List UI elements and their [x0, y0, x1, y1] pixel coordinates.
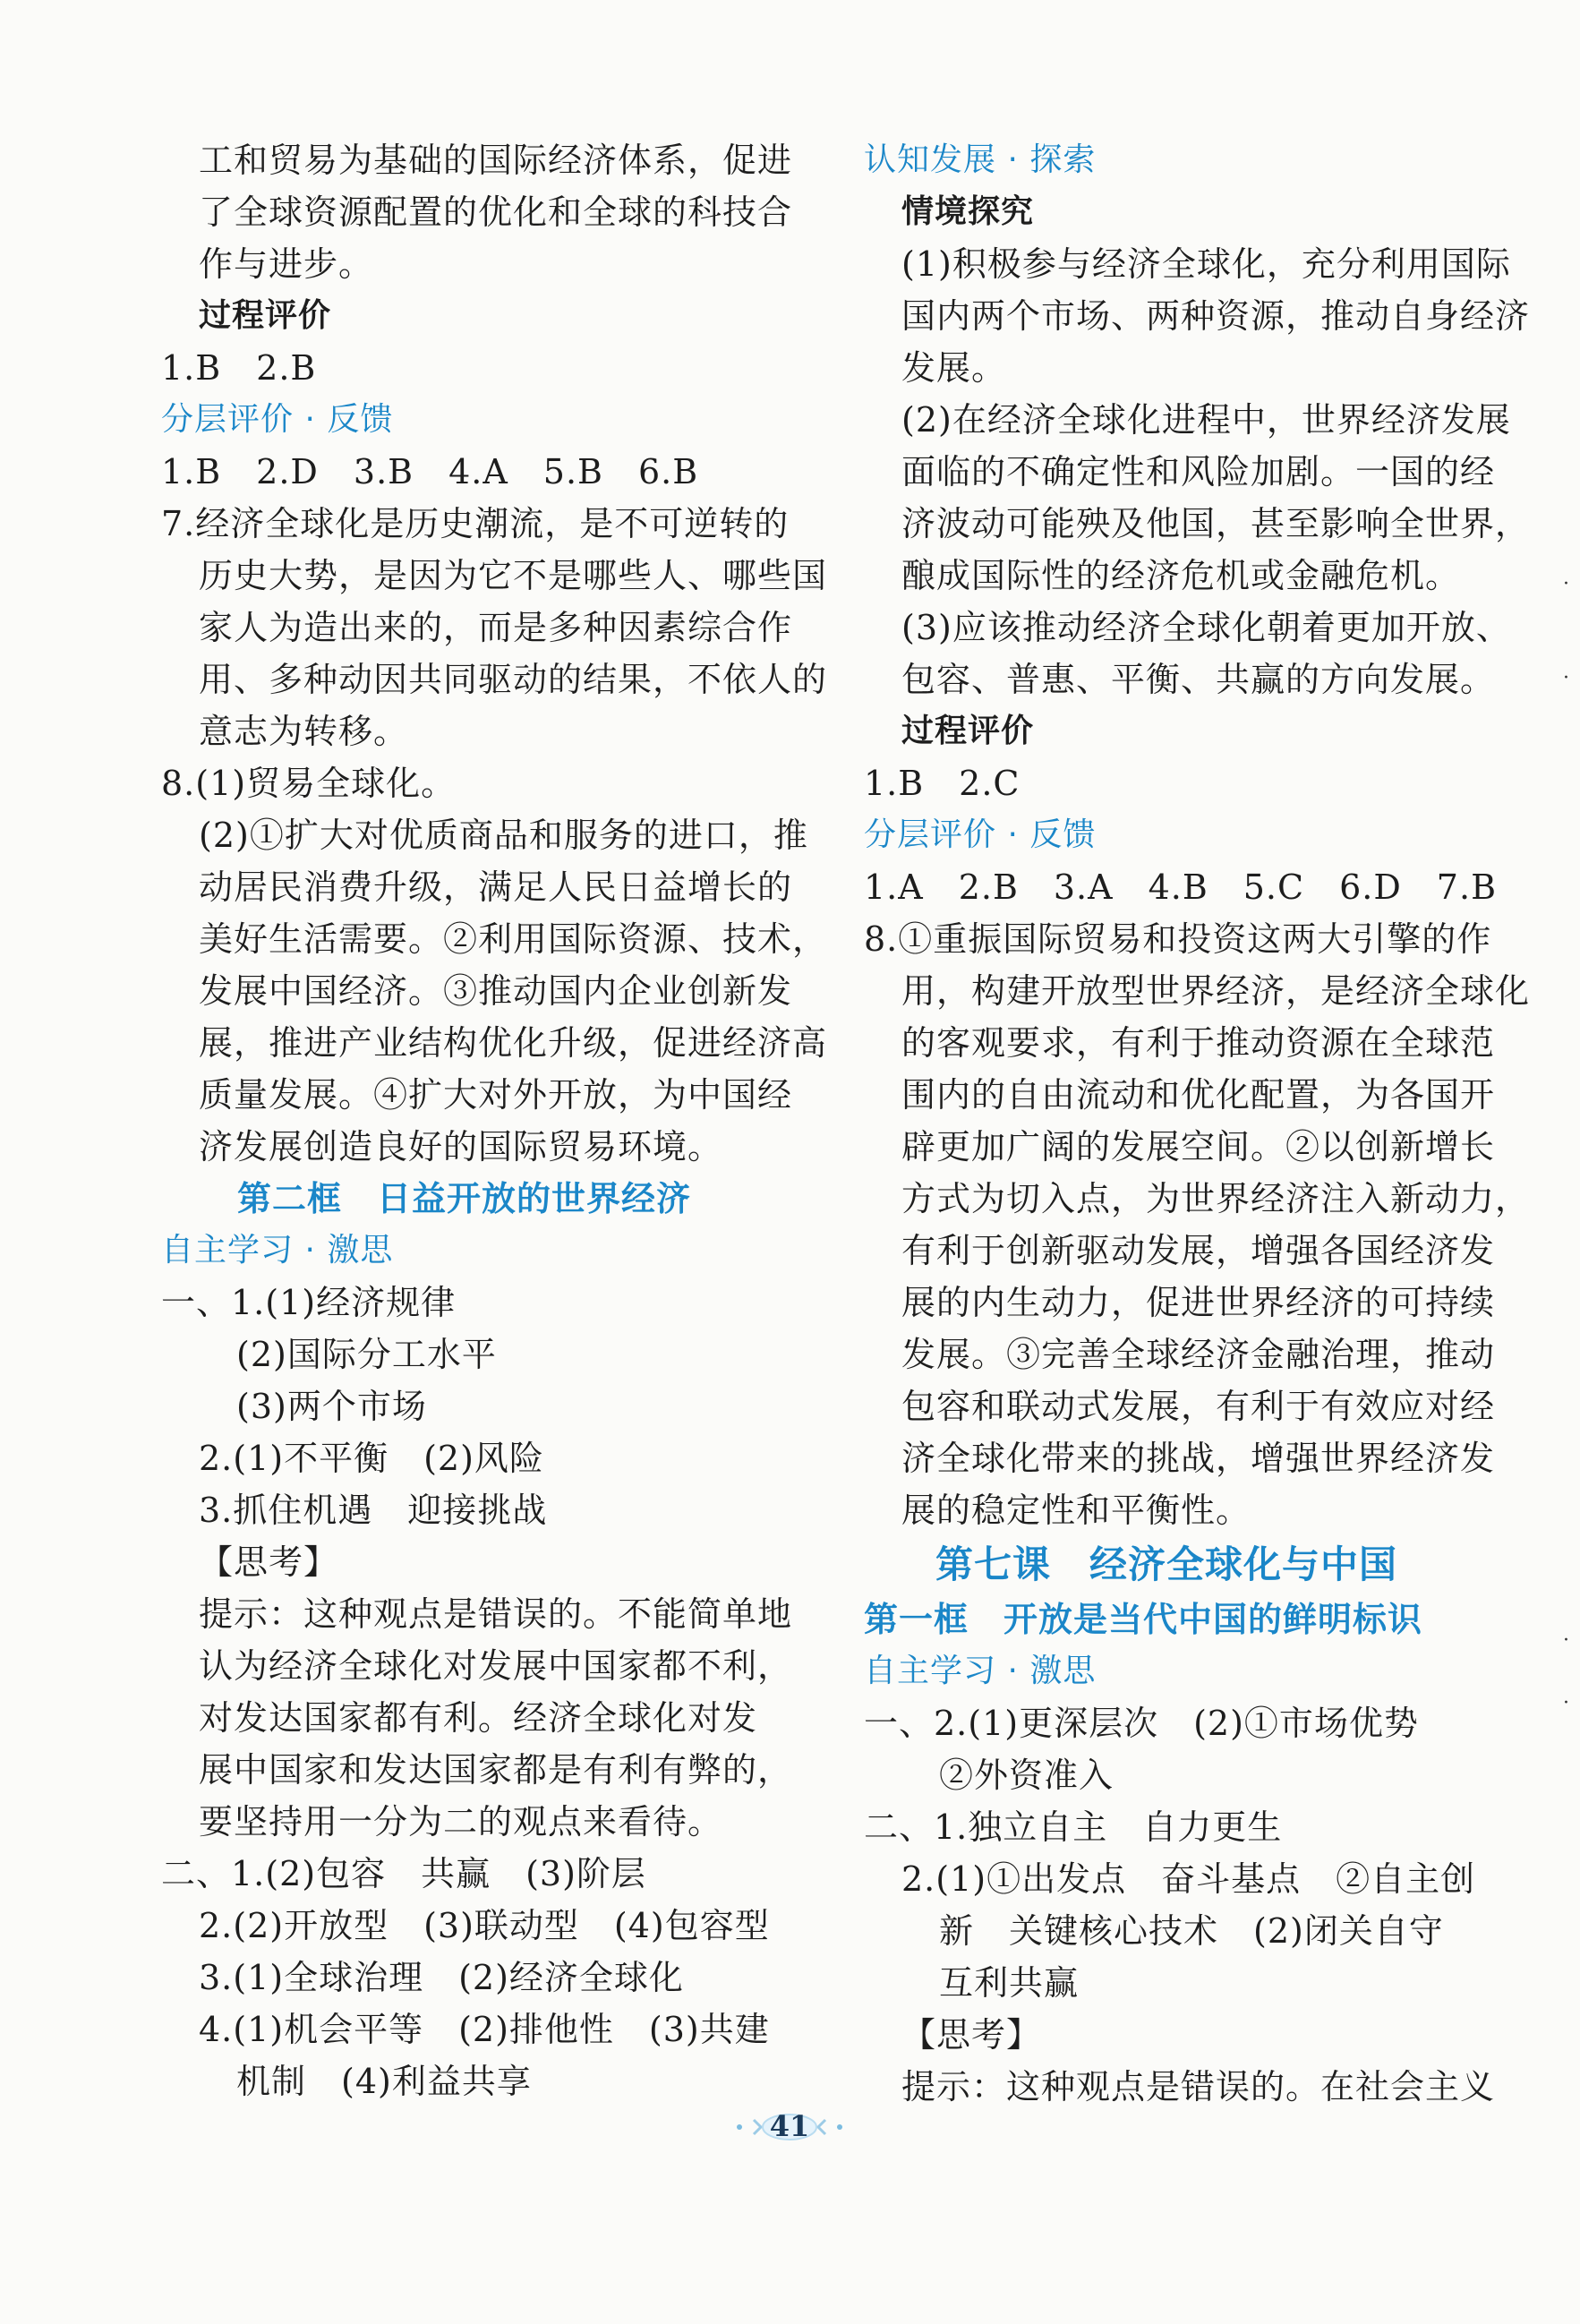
right-line: 一、2.(1)更深层次 (2)①市场优势 [864, 1704, 1419, 1743]
right-line: 互利共赢 [939, 1963, 1080, 2003]
right-line: 新 关键核心技术 (2)闭关自守 [939, 1911, 1444, 1951]
right-line: (1)积极参与经济全球化，充分利用国际 [901, 244, 1511, 284]
right-line: (2)在经济全球化进程中，世界经济发展 [901, 400, 1511, 440]
right-line: ②外资准入 [939, 1756, 1115, 1795]
right-line: 1.A 2.B 3.A 4.B 5.C 6.D 7.B [864, 867, 1497, 907]
right-line: 有利于创新驱动发展，增强各国经济发 [901, 1231, 1496, 1270]
left-line: 7.经济全球化是历史潮流，是不可逆转的 [161, 504, 790, 543]
right-line: 济全球化带来的挑战，增强世界经济发 [901, 1439, 1496, 1478]
left-line: 3.抓住机遇 迎接挑战 [199, 1491, 548, 1530]
right-line: 面临的不确定性和风险加剧。一国的经 [901, 452, 1496, 491]
right-line: 辟更加广阔的发展空间。②以创新增长 [901, 1127, 1496, 1166]
left-line: 动居民消费升级，满足人民日益增长的 [199, 867, 793, 907]
right-line: 的客观要求，有利于推动资源在全球范 [901, 1023, 1496, 1063]
left-line: 8.(1)贸易全球化。 [161, 764, 457, 803]
left-line: 1.B 2.D 3.B 4.A 5.B 6.B [161, 452, 699, 491]
edge-mark: · [1563, 1692, 1569, 1714]
right-line: 济波动可能殃及他国，甚至影响全世界， [901, 504, 1531, 543]
right-line: 分层评价 · 反馈 [864, 816, 1097, 853]
right-column [864, 134, 1531, 2113]
left-line: 美好生活需要。②利用国际资源、技术， [199, 919, 828, 959]
right-line: 围内的自由流动和优化配置，为各国开 [901, 1075, 1496, 1115]
right-line: 二、1.独立自主 自力更生 [864, 1807, 1283, 1847]
right-line: 第一框 开放是当代中国的鲜明标识 [864, 1600, 1423, 1639]
left-line: 自主学习 · 激思 [161, 1232, 394, 1269]
left-line: 1.B 2.B [161, 348, 317, 388]
left-line: 用、多种动因共同驱动的结果，不依人的 [199, 660, 828, 699]
right-line: 包容、普惠、平衡、共赢的方向发展。 [901, 660, 1496, 699]
right-line: 酿成国际性的经济危机或金融危机。 [901, 556, 1461, 595]
right-line: 【思考】 [901, 2015, 1042, 2055]
left-line: 展中国家和发达国家都是有利有弊的， [199, 1750, 793, 1790]
right-line: 国内两个市场、两种资源，推动自身经济 [901, 296, 1531, 336]
right-line: 展的稳定性和平衡性。 [901, 1491, 1251, 1530]
left-line: (2)①扩大对优质商品和服务的进口，推 [199, 816, 808, 855]
left-line: 提示：这种观点是错误的。不能简单地 [199, 1594, 793, 1634]
edge-mark: · [1563, 573, 1569, 595]
page-number: 41 [727, 2109, 852, 2143]
left-line: 作与进步。 [199, 244, 374, 284]
left-line: 历史大势，是因为它不是哪些人、哪些国 [199, 556, 828, 595]
right-line: 方式为切入点，为世界经济注入新动力， [901, 1179, 1531, 1218]
left-line: 认为经济全球化对发展中国家都不利， [199, 1646, 793, 1686]
left-line: (3)两个市场 [236, 1387, 427, 1426]
edge-mark: · [1563, 667, 1569, 689]
left-line: 工和贸易为基础的国际经济体系，促进 [199, 141, 793, 180]
left-line: 4.(1)机会平等 (2)排他性 (3)共建 [199, 2010, 770, 2049]
right-line: 1.B 2.C [864, 764, 1021, 803]
right-line: 提示：这种观点是错误的。在社会主义 [901, 2067, 1496, 2106]
left-line: 意志为转移。 [199, 712, 409, 751]
left-line: 【思考】 [199, 1542, 339, 1582]
left-line: 质量发展。④扩大对外开放，为中国经 [199, 1075, 793, 1115]
right-line: 第七课 经济全球化与中国 [935, 1542, 1398, 1586]
edge-mark: · [1563, 1629, 1569, 1652]
left-column [161, 134, 828, 2107]
left-line: 要坚持用一分为二的观点来看待。 [199, 1802, 723, 1841]
left-line: 发展中国经济。③推动国内企业创新发 [199, 971, 793, 1011]
right-line: 8.①重振国际贸易和投资这两大引擎的作 [864, 919, 1492, 959]
right-line: 包容和联动式发展，有利于有效应对经 [901, 1387, 1496, 1426]
left-line: 2.(2)开放型 (3)联动型 (4)包容型 [199, 1906, 770, 1945]
left-line: 济发展创造良好的国际贸易环境。 [199, 1127, 723, 1166]
right-line: 2.(1)①出发点 奋斗基点 ②自主创 [901, 1859, 1476, 1899]
left-line: 一、1.(1)经济规律 [161, 1283, 457, 1322]
left-line: 家人为造出来的，而是多种因素综合作 [199, 608, 793, 647]
right-line: 展的内生动力，促进世界经济的可持续 [901, 1283, 1496, 1322]
right-line: 认知发展 · 探索 [864, 141, 1097, 178]
right-line: 用，构建开放型世界经济，是经济全球化 [901, 971, 1531, 1011]
left-line: 了全球资源配置的优化和全球的科技合 [199, 192, 793, 232]
right-line: (3)应该推动经济全球化朝着更加开放、 [901, 608, 1511, 647]
right-line: 自主学习 · 激思 [864, 1653, 1097, 1689]
left-line: 3.(1)全球治理 (2)经济全球化 [199, 1958, 684, 1997]
left-line: 展，推进产业结构优化升级，促进经济高 [199, 1023, 828, 1063]
right-line: 发展。③完善全球经济金融治理，推动 [901, 1335, 1496, 1374]
left-line: 对发达国家都有利。经济全球化对发 [199, 1698, 758, 1738]
left-line: 分层评价 · 反馈 [161, 401, 394, 438]
left-line: 2.(1)不平衡 (2)风险 [199, 1439, 544, 1478]
left-line: 第二框 日益开放的世界经济 [237, 1179, 692, 1218]
left-line: (2)国际分工水平 [236, 1335, 497, 1374]
left-line: 过程评价 [199, 297, 332, 334]
left-line: 机制 (4)利益共享 [236, 2062, 532, 2101]
right-line: 发展。 [901, 348, 1007, 388]
right-line: 情境探究 [901, 193, 1035, 230]
left-line: 二、1.(2)包容 共赢 (3)阶层 [161, 1854, 646, 1893]
right-line: 过程评价 [901, 713, 1035, 749]
